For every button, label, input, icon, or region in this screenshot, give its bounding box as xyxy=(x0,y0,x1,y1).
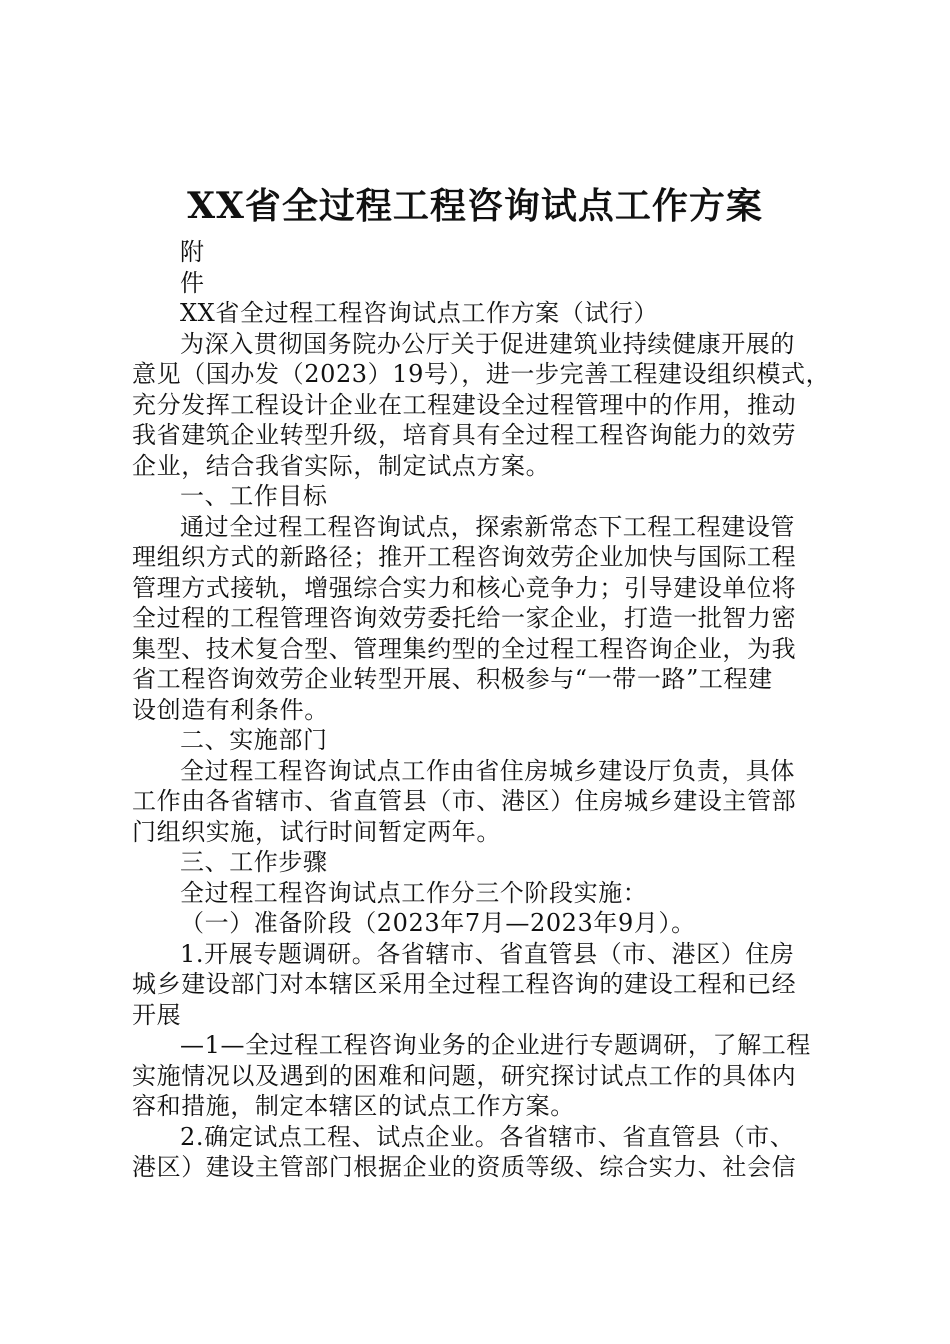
section-heading xyxy=(132,847,837,878)
text-line: 为深入贯彻国务院办公厅关于促进建筑业持续健康开展的 xyxy=(180,329,795,358)
paragraph xyxy=(132,1030,837,1122)
text-line: —1—全过程工程咨询业务的企业进行专题调研，了解工程 xyxy=(180,1031,811,1059)
text-line: 管理方式接轨，增强综合实力和核心竞争力；引导建设单位将 xyxy=(132,573,797,602)
text-line: （一）准备阶段（2023年7月—2023年9月）。 xyxy=(180,909,696,937)
text-line: 企业，结合我省实际，制定试点方案。 xyxy=(132,451,551,480)
text-line: 集型、技术复合型、管理集约型的全过程工程咨询企业，为我 xyxy=(132,634,797,663)
text-line: 全过程工程咨询试点工作分三个阶段实施： xyxy=(180,878,648,907)
text-line: 我省建筑企业转型升级，培育具有全过程工程咨询能力的效劳 xyxy=(132,421,797,449)
text-line: 一、工作目标 xyxy=(180,482,328,510)
text-line: 城乡建设部门对本辖区采用全过程工程咨询的建设工程和已经 xyxy=(132,970,797,998)
text-line: 1.开展专题调研。各省辖市、省直管县（市、港区）住房 xyxy=(180,939,795,968)
paragraph xyxy=(132,878,837,909)
text-line: 开展 xyxy=(132,1000,182,1029)
text-line: 理组织方式的新路径；推开工程咨询效劳企业加快与国际工程 xyxy=(132,543,797,571)
text-line: 二、实施部门 xyxy=(180,726,328,754)
text-line: 港区）建设主管部门根据企业的资质等级、综合实力、社会信 xyxy=(132,1153,797,1181)
text-line: 实施情况以及遇到的困难和问题，研究探讨试点工作的具体内 xyxy=(132,1061,797,1090)
text-line: 通过全过程工程咨询试点，探索新常态下工程工程建设管 xyxy=(180,512,795,541)
paragraph xyxy=(132,298,837,329)
text-line: 设创造有利条件。 xyxy=(132,695,329,724)
text-line: 省工程咨询效劳企业转型开展、积极参与“一带一路”工程建 xyxy=(132,665,773,693)
text-line: 充分发挥工程设计企业在工程建设全过程管理中的作用，推动 xyxy=(132,390,797,419)
text-line: 意见（国办发（2023）19号），进一步完善工程建设组织模式， xyxy=(132,360,831,388)
text-line: 附 xyxy=(180,238,205,266)
paragraph xyxy=(132,237,837,268)
document-body xyxy=(132,237,837,1183)
paragraph xyxy=(132,1122,837,1183)
text-line: 2.确定试点工程、试点企业。各省辖市、省直管县（市、 xyxy=(180,1122,795,1151)
text-line: 三、工作步骤 xyxy=(180,848,328,876)
text-line: 全过程的工程管理咨询效劳委托给一家企业，打造一批智力密 xyxy=(132,604,797,632)
text-line: XX省全过程工程咨询试点工作方案（试行） xyxy=(180,299,659,327)
text-line: 工作由各省辖市、省直管县（市、港区）住房城乡建设主管部 xyxy=(132,787,797,815)
paragraph xyxy=(132,939,837,1031)
paragraph xyxy=(132,329,837,482)
text-line: 容和措施，制定本辖区的试点工作方案。 xyxy=(132,1092,575,1120)
text-line: 件 xyxy=(180,268,205,297)
document-title: XX省全过程工程咨询试点工作方案 xyxy=(187,185,763,227)
paragraph xyxy=(132,756,837,848)
paragraph xyxy=(132,512,837,726)
paragraph xyxy=(132,268,837,299)
text-line: 门组织实施，试行时间暂定两年。 xyxy=(132,817,501,846)
section-heading xyxy=(132,481,837,512)
paragraph xyxy=(132,908,837,939)
text-line: 全过程工程咨询试点工作由省住房城乡建设厅负责，具体 xyxy=(180,756,795,785)
section-heading xyxy=(132,725,837,756)
